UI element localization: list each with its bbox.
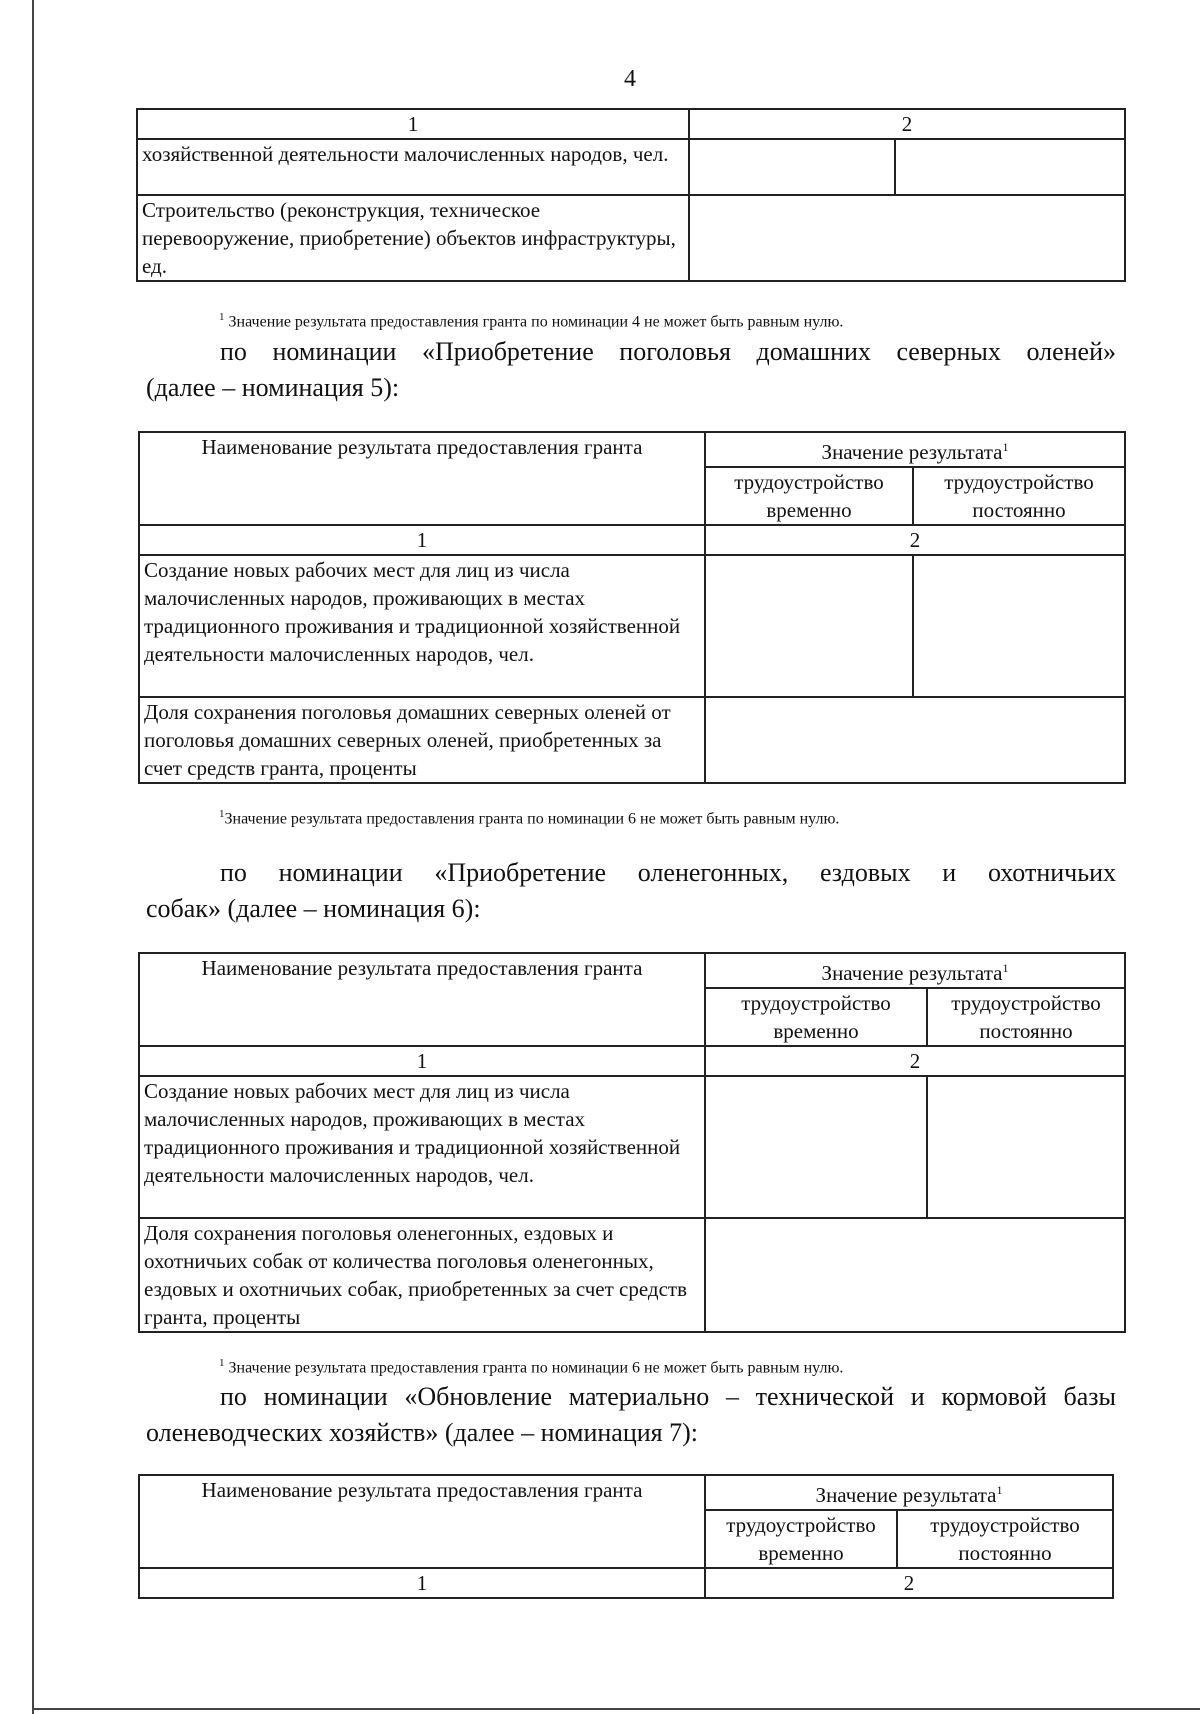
- sub-header-perm: трудоустройство постоянно: [897, 1510, 1113, 1568]
- name-header: Наименование результата предоставления гранта: [139, 1475, 705, 1568]
- name-header: Наименование результата предоставления гранта: [139, 432, 705, 525]
- nomination-6-paragraph: [146, 855, 1116, 927]
- footnote-1: $^1$ Значение результата предоставления гранта по номинации 4 не может быть равным нулю.: [219, 311, 844, 331]
- table-row: Доля сохранения поголовья домашних северных оленей от поголовья домашних северных оленей, приобретенных за счет средств гранта, проценты: [139, 697, 705, 783]
- col-number-1: 1: [139, 525, 705, 555]
- table-row: Создание новых рабочих мест для лиц из числа малочисленных народов, проживающих в местах традиционного проживания и традиционной хозяйственной деятельности малочисленных народов, чел.: [139, 555, 705, 697]
- nomination-7-line1: по номинации «Обновление материально – технической и кормовой базы: [220, 1382, 1116, 1411]
- value-header: Значение результата$^1$: [705, 432, 1125, 467]
- col-number-2: 2: [689, 109, 1125, 139]
- table-row: Строительство (реконструкция, техническое перевооружение, приобретение) объектов инфраструктуры, ед.: [137, 195, 689, 281]
- scan-frame-left: [32, 0, 34, 1714]
- value-cell: [705, 1218, 1125, 1332]
- value-cell-perm: [895, 139, 1125, 195]
- name-header: Наименование результата предоставления гранта: [139, 953, 705, 1046]
- footnote-2: $^1$Значение результата предоставления гранта по номинации 6 не может быть равным нулю.: [219, 808, 840, 828]
- col-number-1: 1: [137, 109, 689, 139]
- value-cell: [689, 195, 1125, 281]
- sub-header-perm: трудоустройство постоянно: [913, 467, 1125, 525]
- value-header: Значение результата$^1$: [705, 953, 1125, 988]
- table-nomination-5: [138, 431, 1126, 784]
- table-row: Доля сохранения поголовья оленегонных, ездовых и охотничьих собак от количества поголовья оленегонных, ездовых и охотничьих собак, приобретенных за счет средств гранта, проценты: [139, 1218, 705, 1332]
- value-cell-temp: [705, 1076, 927, 1218]
- scan-frame-bottom: [32, 1708, 1200, 1710]
- nomination-5-line1: по номинации «Приобретение поголовья домашних северных оленей»: [220, 337, 1116, 366]
- col-number-1: 1: [139, 1568, 705, 1598]
- col-number-2: 2: [705, 1046, 1125, 1076]
- table-nomination-6: [138, 952, 1126, 1333]
- nomination-5-line2: (далее – номинация 5):: [146, 373, 400, 402]
- value-cell: [705, 697, 1125, 783]
- value-cell-temp: [705, 555, 913, 697]
- page-number: 4: [624, 66, 636, 92]
- nomination-7-paragraph: [146, 1379, 1116, 1451]
- nomination-5-paragraph: [146, 334, 1116, 406]
- table-top: [136, 108, 1126, 282]
- table-row: хозяйственной деятельности малочисленных народов, чел.: [137, 139, 689, 195]
- sub-header-temp: трудоустройство временно: [705, 467, 913, 525]
- value-cell-temp: [689, 139, 895, 195]
- value-cell-perm: [927, 1076, 1125, 1218]
- sub-header-temp: трудоустройство временно: [705, 988, 927, 1046]
- table-row: Создание новых рабочих мест для лиц из числа малочисленных народов, проживающих в местах традиционного проживания и традиционной хозяйственной деятельности малочисленных народов, чел.: [139, 1076, 705, 1218]
- table-nomination-7: [138, 1474, 1114, 1599]
- sub-header-perm: трудоустройство постоянно: [927, 988, 1125, 1046]
- col-number-2: 2: [705, 1568, 1113, 1598]
- value-header: Значение результата$^1$: [705, 1475, 1113, 1510]
- sub-header-temp: трудоустройство временно: [705, 1510, 897, 1568]
- nomination-7-line2: оленеводческих хозяйств» (далее – номинация 7):: [146, 1418, 699, 1447]
- value-cell-perm: [913, 555, 1125, 697]
- col-number-1: 1: [139, 1046, 705, 1076]
- col-number-2: 2: [705, 525, 1125, 555]
- nomination-6-line1: по номинации «Приобретение оленегонных, ездовых и охотничьих: [220, 858, 1116, 887]
- nomination-6-line2: собак» (далее – номинация 6):: [146, 894, 481, 923]
- footnote-3: $^1$ Значение результата предоставления гранта по номинации 6 не может быть равным нулю.: [219, 1357, 844, 1377]
